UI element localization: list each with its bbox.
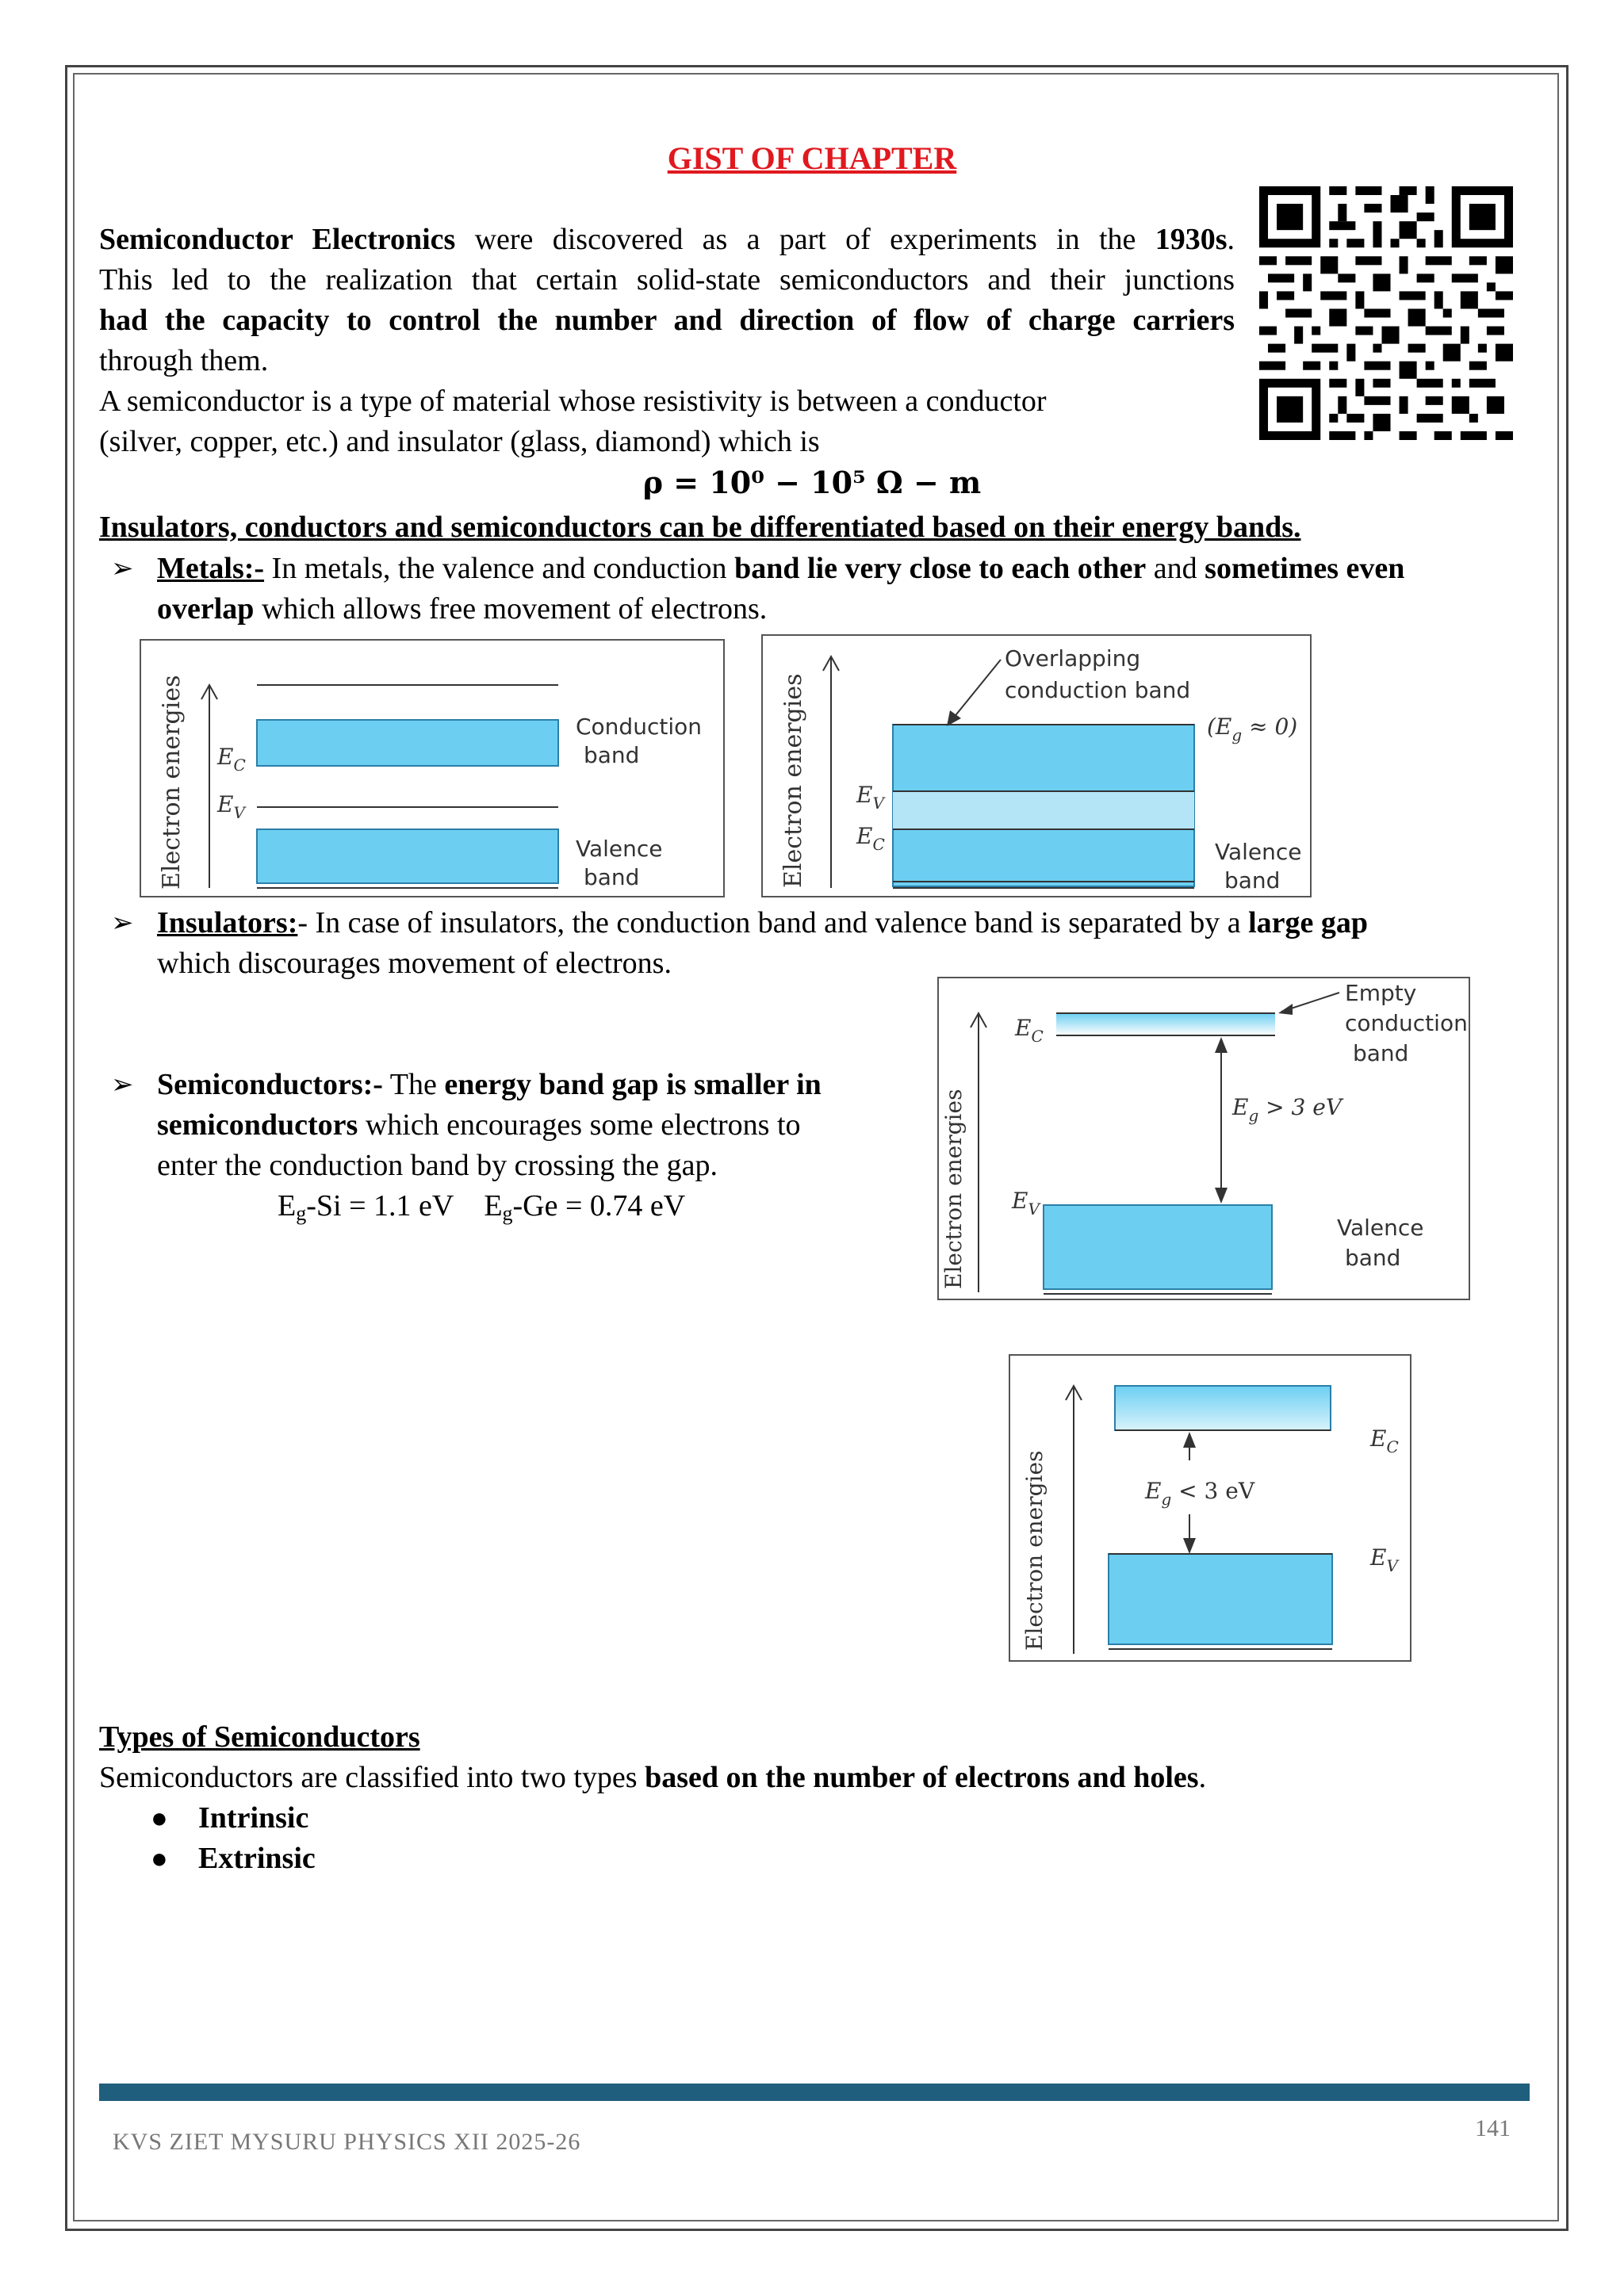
footer-text: KVS ZIET MYSURU PHYSICS XII 2025-26 bbox=[113, 2129, 581, 2155]
valence-band bbox=[257, 829, 558, 883]
eg-si-symbol: E bbox=[278, 1189, 297, 1223]
axis-label: Electron energies bbox=[1021, 1450, 1048, 1651]
eg-ge-subscript: g bbox=[502, 1202, 513, 1225]
intro-text: . bbox=[1227, 223, 1235, 256]
footer-rule bbox=[99, 2084, 1530, 2101]
types-heading: Types of Semiconductors bbox=[99, 1720, 420, 1754]
ec-label: $E_C$ bbox=[217, 744, 246, 775]
metals-bold: sometimes even bbox=[1205, 552, 1405, 585]
metal-band-diagram-1 bbox=[140, 639, 725, 897]
intro-text: were discovered as a part of experiments in the bbox=[455, 223, 1155, 256]
intro-line-4: through them. bbox=[99, 344, 269, 377]
conduction-band bbox=[1056, 1013, 1275, 1035]
types-bold: based on the number of electrons and holes bbox=[645, 1761, 1199, 1794]
conduction-band bbox=[257, 720, 558, 766]
eg-note: $(E_g \approx 0)$ bbox=[1207, 714, 1298, 744]
qr-code-icon bbox=[1259, 186, 1513, 440]
semiconductors-text: The bbox=[382, 1068, 445, 1101]
semiconductor-band-diagram bbox=[1009, 1354, 1411, 1662]
semiconductors-label: Semiconductors:- bbox=[157, 1068, 383, 1101]
metals-text: which allows free movement of electrons. bbox=[254, 592, 768, 626]
intro-line-1 bbox=[99, 220, 1235, 260]
energy-bands-heading: Insulators, conductors and semiconductors can be differentiated based on their energy bands. bbox=[99, 511, 1301, 544]
insulators-text: - In case of insulators, the conduction band and valence band is separated by a bbox=[297, 906, 1249, 939]
types-text: Semiconductors are classified into two types bbox=[99, 1761, 645, 1794]
insulators-line-1 bbox=[157, 903, 1529, 943]
valence-band bbox=[1109, 1554, 1332, 1644]
overlap-label: Overlapping conduction band bbox=[1005, 645, 1191, 703]
overlap-region bbox=[893, 791, 1194, 829]
metals-line-1 bbox=[157, 549, 1529, 589]
valence-band bbox=[1044, 1205, 1272, 1289]
metals-line-2 bbox=[157, 589, 767, 629]
insulators-label: Insulators: bbox=[157, 906, 298, 939]
ec-label: $E_C$ bbox=[856, 823, 885, 854]
valence-band-label: Valence band bbox=[576, 836, 663, 890]
insulators-line-2: which discourages movement of electrons. bbox=[157, 947, 672, 980]
bullet-dot-icon: ● bbox=[151, 1802, 168, 1834]
ev-label: $E_V$ bbox=[1370, 1544, 1398, 1575]
resistivity-formula: ρ = 10⁰ − 10⁵ Ω − m bbox=[642, 465, 982, 500]
metals-text: In metals, the valence and conduction bbox=[264, 552, 735, 585]
metals-bold: overlap bbox=[157, 592, 255, 626]
types-intro bbox=[99, 1758, 1206, 1798]
band-gap-values bbox=[278, 1186, 685, 1234]
intro-bold-year: 1930s bbox=[1155, 223, 1228, 256]
semiconductors-text: which encourages some electrons to bbox=[358, 1108, 801, 1142]
page-number: 141 bbox=[1475, 2115, 1511, 2141]
ec-label: $E_C$ bbox=[1370, 1425, 1399, 1456]
conduction-band bbox=[1115, 1386, 1331, 1430]
types-text: . bbox=[1198, 1761, 1207, 1794]
insulators-bold: large gap bbox=[1248, 906, 1369, 939]
eg-ge-symbol: E bbox=[484, 1189, 503, 1223]
ev-label: $E_V$ bbox=[1012, 1188, 1040, 1219]
semiconductors-line-1 bbox=[157, 1065, 822, 1105]
arrow-bullet-icon: ➢ bbox=[111, 554, 134, 584]
ec-label: $E_C$ bbox=[1015, 1015, 1044, 1046]
semiconductors-line-3: enter the conduction band by crossing the gap. bbox=[157, 1149, 718, 1182]
conduction-band-label: Conduction band bbox=[576, 714, 702, 768]
empty-conduction-label: Empty conduction band bbox=[1345, 980, 1468, 1066]
semiconductors-bold: semiconductors bbox=[157, 1108, 358, 1142]
eg-si-value: -Si = 1.1 eV bbox=[306, 1189, 454, 1223]
metals-text: and bbox=[1146, 552, 1205, 585]
axis-label: Electron energies bbox=[940, 1089, 967, 1289]
eg-ge-value: -Ge = 0.74 eV bbox=[512, 1189, 686, 1223]
intro-line-5: A semiconductor is a type of material whose resistivity is between a conductor bbox=[99, 385, 1047, 418]
metal-band-diagram-2 bbox=[761, 634, 1312, 897]
insulator-band-diagram bbox=[937, 977, 1470, 1300]
axis-label: Electron energies bbox=[158, 675, 186, 890]
intro-line-6: (silver, copper, etc.) and insulator (glass, diamond) which is bbox=[99, 425, 820, 458]
valence-band-label: Valence band bbox=[1215, 839, 1302, 894]
arrow-bullet-icon: ➢ bbox=[111, 1070, 134, 1100]
type-item-intrinsic: Intrinsic bbox=[198, 1801, 309, 1835]
intro-bold-capacity: had the capacity to control the number and direction of flow of charge carriers bbox=[99, 304, 1235, 337]
eg-si-subscript: g bbox=[296, 1202, 307, 1225]
ev-label: $E_V$ bbox=[217, 791, 245, 822]
eg-label: $E_g < 3$ eV bbox=[1145, 1478, 1255, 1509]
axis-label: Electron energies bbox=[779, 673, 807, 888]
arrow-bullet-icon: ➢ bbox=[111, 909, 134, 938]
intro-line-3 bbox=[99, 300, 1235, 341]
bullet-dot-icon: ● bbox=[151, 1843, 168, 1874]
metals-label: Metals:- bbox=[157, 552, 265, 585]
intro-bold-term: Semiconductor Electronics bbox=[99, 223, 456, 256]
metals-bold: band lie very close to each other bbox=[734, 552, 1147, 585]
page-title: GIST OF CHAPTER bbox=[667, 140, 957, 176]
semiconductors-bold: energy band gap is smaller in bbox=[444, 1068, 822, 1101]
intro-line-2: This led to the realization that certain solid-state semiconductors and their junctions bbox=[99, 263, 1235, 297]
type-item-extrinsic: Extrinsic bbox=[198, 1842, 316, 1875]
semiconductors-line-2 bbox=[157, 1105, 801, 1146]
ev-label: $E_V$ bbox=[856, 782, 884, 813]
eg-label: $E_g > 3$ eV bbox=[1232, 1094, 1342, 1125]
valence-band-label: Valence band bbox=[1337, 1215, 1424, 1271]
